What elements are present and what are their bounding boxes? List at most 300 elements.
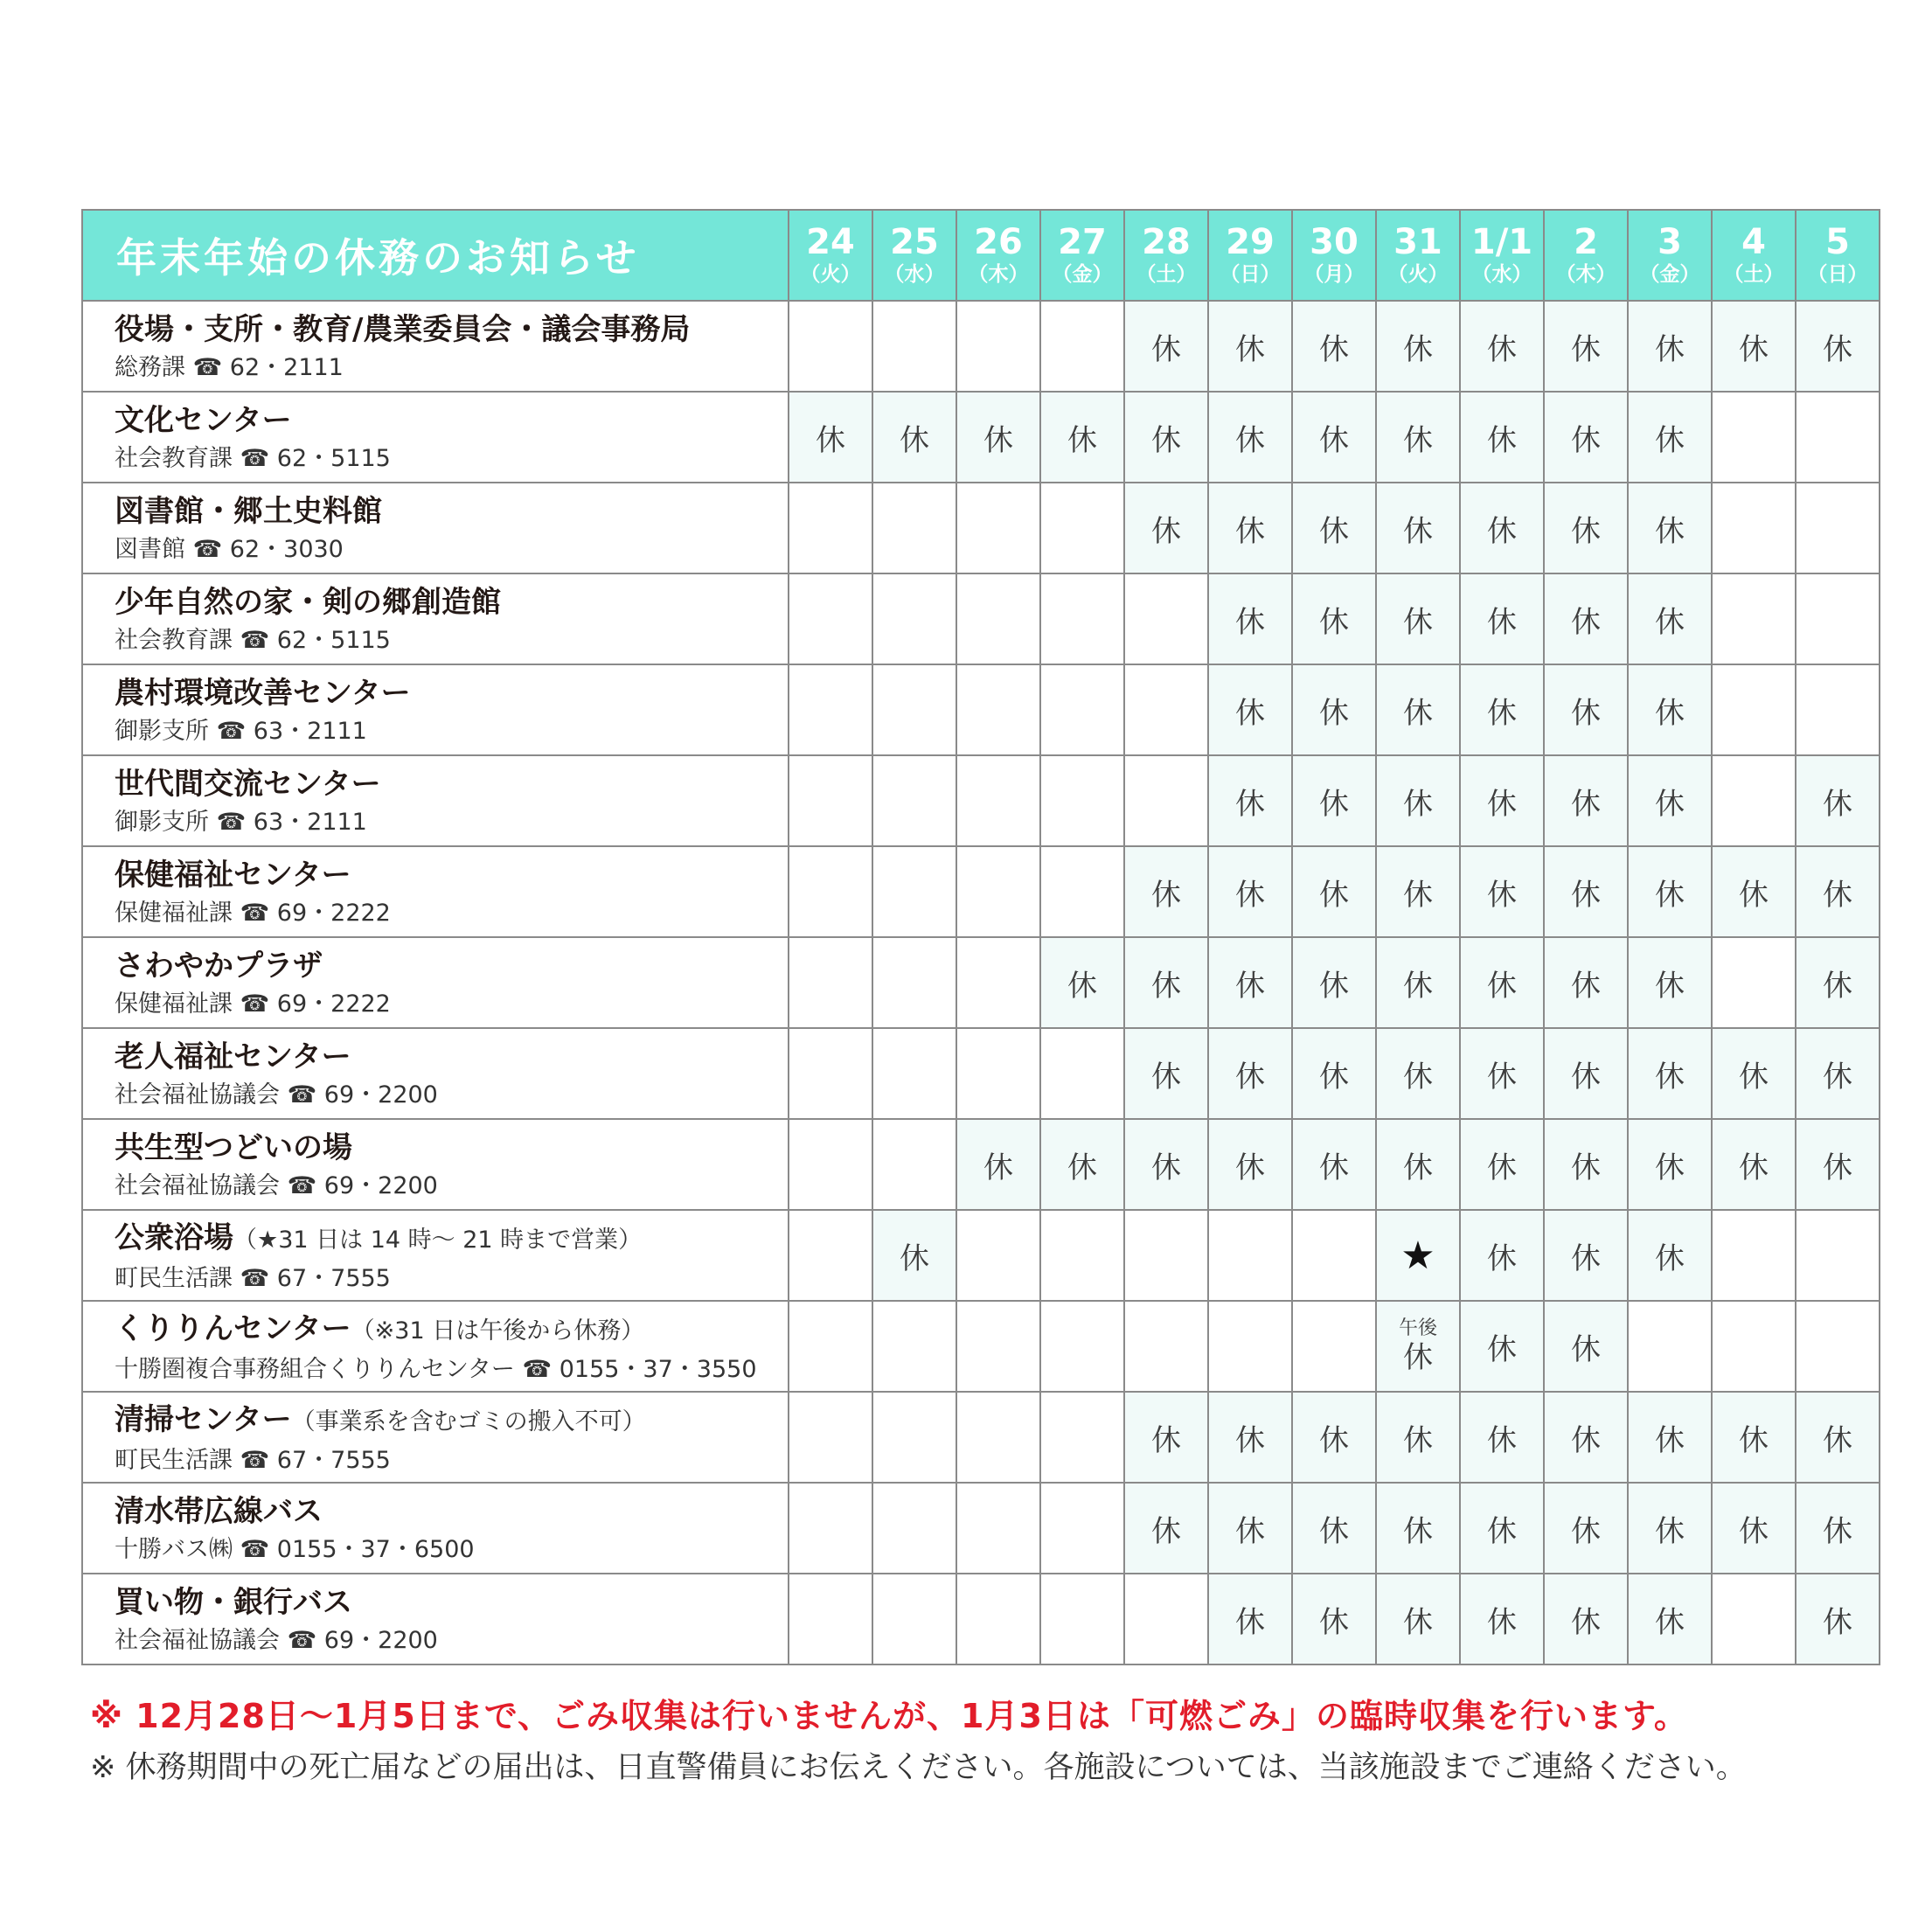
facility-contact: 総務課 ☎ 62・2111	[115, 354, 344, 381]
day-number: 4	[1741, 222, 1766, 262]
facility-name-line	[115, 580, 788, 624]
closed-mark: 休	[1628, 573, 1712, 664]
closed-mark: 休	[1376, 1574, 1460, 1664]
facility-name: 農村環境改善センター	[115, 676, 411, 711]
open-cell	[956, 1574, 1040, 1664]
closed-mark: 休	[1628, 664, 1712, 755]
open-cell	[789, 1301, 872, 1392]
day-number: 28	[1142, 222, 1191, 262]
closed-mark: 休	[1208, 1483, 1292, 1574]
open-cell	[789, 573, 872, 664]
day-weekday: （月）	[1303, 263, 1365, 286]
closed-mark: 休	[1796, 1028, 1880, 1119]
open-cell	[1040, 755, 1124, 846]
facility-name-line	[115, 1307, 788, 1353]
closed-mark: 休	[1292, 1028, 1376, 1119]
day-weekday: （土）	[1136, 263, 1197, 286]
closed-mark: 休	[1208, 392, 1292, 483]
closed-mark: 休	[1292, 1574, 1376, 1664]
closed-mark: 休	[1460, 937, 1544, 1028]
day-header	[1208, 210, 1292, 301]
closed-mark: 休	[1544, 392, 1628, 483]
day-weekday: （火）	[800, 263, 861, 286]
day-header	[1040, 210, 1124, 301]
open-cell	[789, 1119, 872, 1210]
facility-contact: 御影支所 ☎ 63・2111	[115, 718, 367, 745]
open-cell	[789, 1210, 872, 1301]
facility-name-line	[115, 1126, 788, 1170]
day-number: 27	[1058, 222, 1107, 262]
closed-mark: 休	[1124, 301, 1208, 392]
open-cell	[956, 937, 1040, 1028]
facility-info	[82, 937, 789, 1028]
closed-mark: 休	[1208, 573, 1292, 664]
closed-mark: 休	[1628, 392, 1712, 483]
day-header	[1376, 210, 1460, 301]
day-header	[956, 210, 1040, 301]
closed-mark: 休	[1376, 1392, 1460, 1483]
closed-mark: 休	[1124, 483, 1208, 573]
closed-mark: 休	[1124, 1028, 1208, 1119]
facility-row	[82, 1210, 1880, 1301]
closed-mark: 休	[1292, 1483, 1376, 1574]
closed-mark: 休	[1712, 1119, 1796, 1210]
facility-contact: 町民生活課 ☎ 67・7555	[115, 1446, 391, 1474]
afternoon-label: 午後	[1398, 1317, 1437, 1339]
open-cell	[1040, 664, 1124, 755]
closed-mark: 休	[1544, 1392, 1628, 1483]
facility-info	[82, 1119, 789, 1210]
facility-name: 保健福祉センター	[115, 858, 351, 893]
facility-row	[82, 755, 1880, 846]
day-weekday: （土）	[1723, 263, 1784, 286]
facility-info	[82, 1392, 789, 1483]
facility-row	[82, 301, 1880, 392]
closed-mark: 休	[1208, 1119, 1292, 1210]
open-cell	[956, 846, 1040, 937]
closed-mark: 休	[1628, 1210, 1712, 1301]
closed-mark: 休	[1376, 1028, 1460, 1119]
open-cell	[872, 1028, 956, 1119]
open-cell	[1628, 1301, 1712, 1392]
closed-mark: 休	[1796, 301, 1880, 392]
facility-row	[82, 392, 1880, 483]
open-cell	[1796, 1301, 1880, 1392]
open-cell	[1712, 937, 1796, 1028]
closed-mark: 休	[1796, 846, 1880, 937]
open-cell	[1040, 483, 1124, 573]
facility-name: 清掃センター	[115, 1401, 292, 1437]
garbage-collection-notice: ※ 12月28日～1月5日まで、ごみ収集は行いませんが、1月3日は「可燃ごみ」の臨時収集を行います。	[90, 1697, 1688, 1735]
open-cell	[956, 664, 1040, 755]
closed-mark: 休	[1376, 392, 1460, 483]
facility-contact: 十勝圏複合事務組合くりりんセンター ☎ 0155・37・3550	[115, 1355, 757, 1383]
open-cell	[956, 301, 1040, 392]
day-weekday: （金）	[1639, 263, 1700, 286]
open-cell	[1796, 1210, 1880, 1301]
closed-mark: 休	[1460, 755, 1544, 846]
closed-mark: 休	[1208, 937, 1292, 1028]
facility-name: 老人福祉センター	[115, 1039, 351, 1074]
open-cell	[1124, 755, 1208, 846]
facility-contact: 御影支所 ☎ 63・2111	[115, 809, 367, 836]
facility-row	[82, 1574, 1880, 1664]
open-cell	[872, 1301, 956, 1392]
closed-mark: 休	[1208, 301, 1292, 392]
facility-name-line	[115, 762, 788, 806]
closed-mark: 休	[1376, 301, 1460, 392]
closed-mark: 休	[1544, 1483, 1628, 1574]
open-cell	[1712, 1301, 1796, 1392]
open-cell	[956, 1392, 1040, 1483]
closed-mark: 休	[872, 1210, 956, 1301]
closed-mark: 休	[1292, 1392, 1376, 1483]
closed-mark: 休	[1544, 1028, 1628, 1119]
facility-name: 文化センター	[115, 403, 292, 438]
closed-mark: 休	[1460, 392, 1544, 483]
open-cell	[789, 1483, 872, 1574]
facility-contact: 図書館 ☎ 62・3030	[115, 536, 344, 563]
facility-info	[82, 1574, 789, 1664]
open-cell	[1796, 573, 1880, 664]
facility-name: くりりんセンター	[115, 1310, 351, 1346]
facility-note: （事業系を含むゴミの搬入不可）	[291, 1407, 646, 1435]
closed-mark: 休	[1208, 1392, 1292, 1483]
closed-mark: 休	[1292, 392, 1376, 483]
open-cell	[789, 846, 872, 937]
afternoon-closed-cell	[1376, 1301, 1460, 1392]
closed-mark: 休	[1292, 664, 1376, 755]
closed-mark: 休	[1208, 483, 1292, 573]
closed-mark: 休	[1628, 1028, 1712, 1119]
day-weekday: （木）	[968, 263, 1029, 286]
facility-name: 清水帯広線バス	[115, 1494, 323, 1529]
closed-mark: 休	[1376, 483, 1460, 573]
closed-mark: 休	[1292, 1119, 1376, 1210]
open-cell	[789, 937, 872, 1028]
closed-mark: 休	[1208, 846, 1292, 937]
open-cell	[1124, 1210, 1208, 1301]
closed-mark: 休	[1460, 1028, 1544, 1119]
facility-name-line	[115, 1216, 788, 1262]
facility-info	[82, 1301, 789, 1392]
open-cell	[1040, 573, 1124, 664]
facility-contact: 社会福祉協議会 ☎ 69・2200	[115, 1081, 438, 1108]
closed-mark: 休	[1544, 1119, 1628, 1210]
closed-mark: 休	[1376, 1119, 1460, 1210]
closed-mark: 休	[1040, 937, 1124, 1028]
open-cell	[872, 573, 956, 664]
open-cell	[872, 1392, 956, 1483]
open-cell	[1040, 1028, 1124, 1119]
closed-mark: 休	[1712, 1483, 1796, 1574]
closed-mark: 休	[1208, 1028, 1292, 1119]
open-cell	[789, 755, 872, 846]
open-cell	[956, 1210, 1040, 1301]
facility-info	[82, 846, 789, 937]
open-cell	[1712, 755, 1796, 846]
closed-mark: 休	[1208, 664, 1292, 755]
closed-mark: 休	[1460, 1210, 1544, 1301]
closed-mark: 休	[872, 392, 956, 483]
open-cell	[789, 664, 872, 755]
facility-contact: 社会教育課 ☎ 62・5115	[115, 627, 391, 654]
open-cell	[789, 301, 872, 392]
closed-mark: 休	[956, 392, 1040, 483]
open-cell	[1040, 846, 1124, 937]
open-cell	[1124, 664, 1208, 755]
open-cell	[789, 1574, 872, 1664]
facility-note: （★31 日は 14 時～ 21 時まで営業）	[233, 1226, 643, 1254]
day-number: 1/1	[1470, 222, 1533, 262]
facility-name-line	[115, 853, 788, 897]
closed-mark: 休	[1544, 573, 1628, 664]
day-weekday: （火）	[1387, 263, 1449, 286]
closed-mark: 休	[1628, 937, 1712, 1028]
facility-name-line	[115, 1581, 788, 1624]
closed-mark: 休	[1124, 1483, 1208, 1574]
closed-mark: 休	[1712, 846, 1796, 937]
closed-mark: 休	[1544, 664, 1628, 755]
facility-info	[82, 573, 789, 664]
open-cell	[956, 755, 1040, 846]
closure-schedule-table	[81, 209, 1880, 1665]
closed-mark: 休	[1124, 1119, 1208, 1210]
closed-mark: 休	[1544, 1210, 1628, 1301]
closed-mark: 休	[1628, 1574, 1712, 1664]
day-number: 2	[1574, 222, 1598, 262]
day-weekday: （木）	[1555, 263, 1616, 286]
facility-info	[82, 1210, 789, 1301]
open-cell	[1712, 1574, 1796, 1664]
closed-mark: 休	[1376, 937, 1460, 1028]
open-cell	[872, 483, 956, 573]
open-cell	[956, 483, 1040, 573]
closed-mark: 休	[1796, 1392, 1880, 1483]
closed-mark: 休	[1040, 392, 1124, 483]
facility-name: 公衆浴場	[115, 1220, 233, 1255]
closed-mark: 休	[1460, 1119, 1544, 1210]
closed-mark: 休	[1460, 1483, 1544, 1574]
open-cell	[872, 937, 956, 1028]
closed-mark: 休	[1628, 846, 1712, 937]
open-cell	[1124, 1301, 1208, 1392]
closed-mark: 休	[1124, 846, 1208, 937]
day-header	[872, 210, 956, 301]
facility-name-line	[115, 308, 788, 351]
death-registration-notice: ※ 休務期間中の死亡届などの届出は、日直警備員にお伝えください。各施設については、当該施設までご連絡ください。	[90, 1750, 1747, 1785]
facility-name-line	[115, 944, 788, 988]
day-number: 29	[1226, 222, 1275, 262]
facility-contact: 社会福祉協議会 ☎ 69・2200	[115, 1172, 438, 1199]
closed-mark: 休	[1460, 664, 1544, 755]
header-row	[82, 210, 1880, 301]
facility-row	[82, 1119, 1880, 1210]
open-cell	[956, 1301, 1040, 1392]
open-cell	[1712, 392, 1796, 483]
closed-mark: 休	[1712, 301, 1796, 392]
closed-mark: 休	[956, 1119, 1040, 1210]
closed-mark: 休	[1460, 483, 1544, 573]
facility-info	[82, 1028, 789, 1119]
day-weekday: （日）	[1807, 263, 1868, 286]
facility-row	[82, 1392, 1880, 1483]
open-cell	[1292, 1301, 1376, 1392]
open-cell	[789, 483, 872, 573]
open-cell	[1040, 1210, 1124, 1301]
open-cell	[1712, 1210, 1796, 1301]
page-title: 年末年始の休務のお知らせ	[82, 210, 789, 301]
facility-name: 役場・支所・教育/農業委員会・議会事務局	[115, 312, 691, 347]
facility-name: さわやかプラザ	[115, 949, 323, 983]
closed-mark: 休	[1544, 301, 1628, 392]
open-cell	[872, 846, 956, 937]
facility-rows	[82, 301, 1880, 1664]
day-weekday: （日）	[1220, 263, 1281, 286]
closed-mark: 休	[1544, 1574, 1628, 1664]
facility-name: 図書館・郷土史料館	[115, 494, 382, 529]
closed-mark: 休	[1796, 1483, 1880, 1574]
open-cell	[1292, 1210, 1376, 1301]
open-cell	[872, 1574, 956, 1664]
open-cell	[1796, 483, 1880, 573]
open-cell	[872, 1483, 956, 1574]
open-cell	[872, 1119, 956, 1210]
closed-mark: 休	[1376, 573, 1460, 664]
facility-contact: 町民生活課 ☎ 67・7555	[115, 1264, 391, 1292]
facility-name-line	[115, 399, 788, 442]
closed-mark: 休	[1292, 301, 1376, 392]
facility-contact: 保健福祉課 ☎ 69・2222	[115, 990, 391, 1018]
closed-mark: 休	[1124, 392, 1208, 483]
open-cell	[956, 573, 1040, 664]
facility-row	[82, 573, 1880, 664]
facility-info	[82, 664, 789, 755]
open-cell	[1040, 1483, 1124, 1574]
star-icon: ★	[1376, 1210, 1460, 1301]
day-header	[1544, 210, 1628, 301]
facility-name: 少年自然の家・剣の郷創造館	[115, 585, 501, 620]
open-cell	[1040, 1574, 1124, 1664]
closed-mark: 休	[1544, 755, 1628, 846]
open-cell	[872, 301, 956, 392]
closed-mark: 休	[1796, 1574, 1880, 1664]
closed-mark: 休	[1376, 846, 1460, 937]
facility-name-line	[115, 1490, 788, 1533]
facility-info	[82, 483, 789, 573]
day-number: 3	[1657, 222, 1682, 262]
day-number: 5	[1825, 222, 1850, 262]
day-header	[1124, 210, 1208, 301]
day-number: 30	[1310, 222, 1359, 262]
closed-mark: 休	[1628, 483, 1712, 573]
open-cell	[1796, 664, 1880, 755]
day-header	[1628, 210, 1712, 301]
closed-mark: 休	[1628, 301, 1712, 392]
facility-name-line	[115, 671, 788, 715]
closed-mark: 休	[1460, 846, 1544, 937]
closed-mark: 休	[1796, 755, 1880, 846]
facility-name: 世代間交流センター	[115, 767, 381, 802]
facility-contact: 保健福祉課 ☎ 69・2222	[115, 900, 391, 927]
open-cell	[956, 1028, 1040, 1119]
facility-row	[82, 937, 1880, 1028]
day-number: 31	[1393, 222, 1442, 262]
open-cell	[1124, 1574, 1208, 1664]
facility-name: 共生型つどいの場	[115, 1130, 352, 1165]
open-cell	[872, 755, 956, 846]
closed-mark: 休	[1292, 937, 1376, 1028]
day-header	[1292, 210, 1376, 301]
open-cell	[1124, 573, 1208, 664]
facility-info	[82, 301, 789, 392]
open-cell	[956, 1483, 1040, 1574]
facility-row	[82, 1483, 1880, 1574]
closed-mark: 休	[1460, 1301, 1544, 1392]
open-cell	[1208, 1210, 1292, 1301]
closed-mark: 休	[1376, 1483, 1460, 1574]
day-number: 26	[974, 222, 1023, 262]
facility-name: 買い物・銀行バス	[115, 1585, 352, 1620]
open-cell	[1040, 301, 1124, 392]
facility-note: （※31 日は午後から休務）	[351, 1317, 645, 1345]
closed-mark: 休	[1208, 1574, 1292, 1664]
closed-mark: 休	[1628, 1392, 1712, 1483]
open-cell	[872, 664, 956, 755]
closed-mark: 休	[1403, 1340, 1433, 1375]
closed-mark: 休	[1292, 483, 1376, 573]
closed-mark: 休	[1544, 483, 1628, 573]
closed-mark: 休	[1292, 846, 1376, 937]
facility-info	[82, 1483, 789, 1574]
open-cell	[1712, 483, 1796, 573]
closed-mark: 休	[1628, 1483, 1712, 1574]
open-cell	[789, 1028, 872, 1119]
facility-row	[82, 1301, 1880, 1392]
facility-row	[82, 846, 1880, 937]
facility-name-line	[115, 490, 788, 533]
day-weekday: （金）	[1052, 263, 1113, 286]
day-number: 25	[890, 222, 939, 262]
closed-mark: 休	[1292, 573, 1376, 664]
facility-name-line	[115, 1398, 788, 1444]
closed-mark: 休	[1376, 755, 1460, 846]
closed-mark: 休	[1544, 1301, 1628, 1392]
facility-name-line	[115, 1035, 788, 1079]
day-header	[1712, 210, 1796, 301]
facility-row	[82, 483, 1880, 573]
closed-mark: 休	[1460, 301, 1544, 392]
facility-contact: 社会教育課 ☎ 62・5115	[115, 445, 391, 472]
closed-mark: 休	[1460, 1392, 1544, 1483]
closed-mark: 休	[1124, 1392, 1208, 1483]
open-cell	[1208, 1301, 1292, 1392]
facility-info	[82, 755, 789, 846]
day-header	[1460, 210, 1544, 301]
closed-mark: 休	[1796, 1119, 1880, 1210]
open-cell	[1040, 1301, 1124, 1392]
day-number: 24	[806, 222, 855, 262]
closed-mark: 休	[1040, 1119, 1124, 1210]
closed-mark: 休	[1292, 755, 1376, 846]
open-cell	[1712, 573, 1796, 664]
facility-row	[82, 664, 1880, 755]
closed-mark: 休	[1460, 573, 1544, 664]
closed-mark: 休	[1208, 755, 1292, 846]
closed-mark: 休	[1628, 1119, 1712, 1210]
facility-row	[82, 1028, 1880, 1119]
day-header	[789, 210, 872, 301]
